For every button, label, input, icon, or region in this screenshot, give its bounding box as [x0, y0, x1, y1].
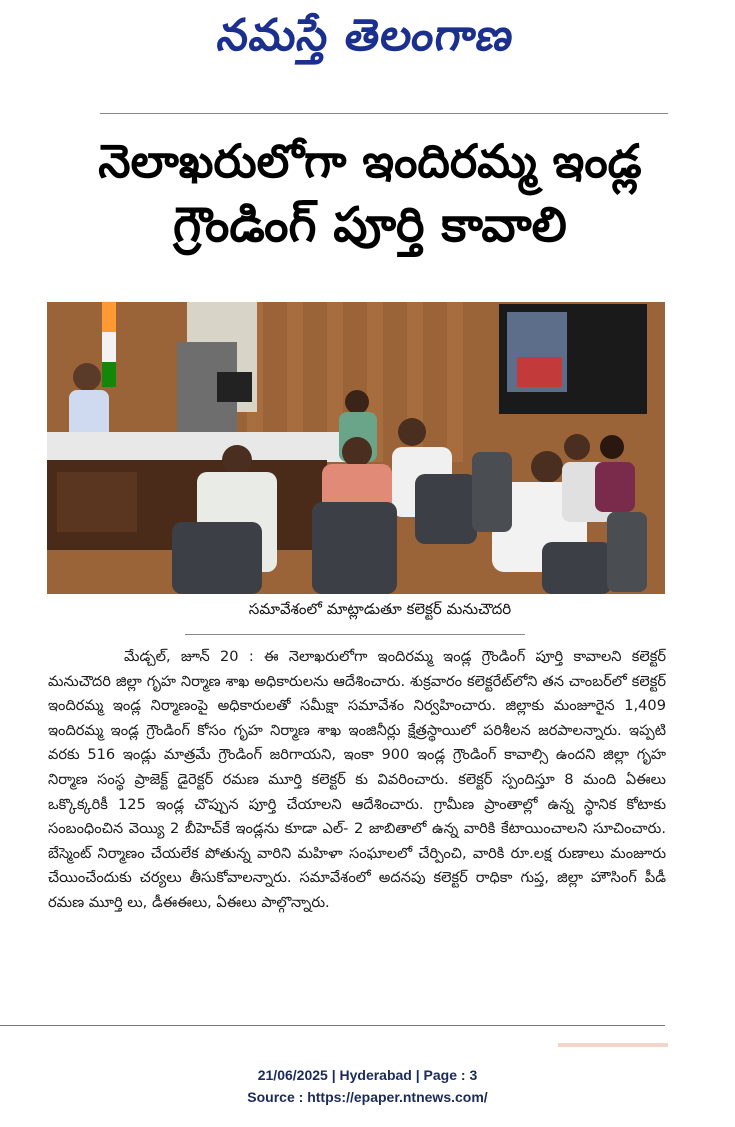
- page-footer: [0, 1064, 735, 1108]
- page-bottom-divider: [0, 1025, 665, 1026]
- meeting-photo: [47, 302, 665, 594]
- footer-date-edition: 21/06/2025 | Hyderabad | Page : 3: [257, 1067, 478, 1083]
- footer-source: Source : https://epaper.ntnews.com/: [247, 1089, 488, 1105]
- article-body: [48, 645, 666, 916]
- article-paragraph: మేడ్చల్, జూన్ 20 : ఈ నెలాఖరులోగా ఇందిరమ్మ ఇండ్ల గ్రౌండింగ్ పూర్తి కావాలని కలెక్టర్ మనుచౌదరి జిల్లా గృహ నిర్మాణ శాఖ అధికారులను ఆదేశించారు. శుక్రవారం కలెక్టరేట్‌లోని తన చాంబర్‌లో కలెక్టర్ ఇందిరమ్మ ఇండ్ల నిర్మాణంపై అధికారులతో సమీక్షా సమావేశం నిర్వహించారు. జిల్లాకు మంజూరైన 1,409 ఇందిరమ్మ ఇండ్ల గ్రౌండింగ్ కోసం గృహ నిర్మాణ శాఖ ఇంజినీర్లు క్షేత్రస్థాయిలో పరిశీలన జరపాలన్నారు. ఇప్పటి వరకు 516 ఇండ్లు మాత్రమే గ్రౌండింగ్ జరిగాయని, ఇంకా 900 ఇండ్ల గ్రౌండింగ్ కావాల్సి ఉందని జిల్లా గృహ నిర్మాణ సంస్థ ప్రాజెక్ట్ డైరెక్టర్ రమణ మూర్తి కలెక్టర్ కు వివరించారు. కలెక్టర్ స్పందిస్తూ 8 మంది ఏఈలు ఒక్కొక్కరికీ 125 ఇండ్ల చొప్పున పూర్తి చేయాలని ఆదేశించారు. గ్రామీణ ప్రాంతాల్లో ఉన్న స్థానిక కోటాకు సంబంధించిన వెయ్యి 2 బీహెచ్‌కే ఇండ్లను కూడా ఎల్- 2 జాబితాలో ఉన్న వారికి కేటాయించాలని సూచించారు. బేస్మెంట్ నిర్మాణం చేయలేక పోతున్న వారిని మహిళా సంఘాలలో చేర్పించి, వారికి రూ.లక్ష రుణాలు మంజూరు చేయించేందుకు చర్యలు తీసుకోవాలన్నారు. సమావేశంలో అదనపు కలెక్టర్ రాధికా గుప్త, జిల్లా హౌసింగ్ పీడీ రమణ మూర్తి లు, డీఈఈలు, ఏఈలు పాల్గొన్నారు.: [48, 648, 666, 911]
- masthead-logo: నమస్తే తెలంగాణ: [214, 10, 518, 61]
- caption-divider: [185, 634, 525, 635]
- headline-line-2: గ్రౌండింగ్ పూర్తి కావాలి: [173, 197, 567, 253]
- masthead-divider: [100, 113, 668, 114]
- photo-caption: సమావేశంలో మాట్లాడుతూ కలెక్టర్ మనుచౌదరి: [248, 600, 512, 618]
- headline-line-1: నెలాఖరులోగా ఇందిరమ్మ ఇండ్ల: [98, 134, 642, 188]
- accent-bar: [558, 1043, 668, 1047]
- article-headline: [30, 130, 710, 258]
- newspaper-masthead: [150, 6, 580, 76]
